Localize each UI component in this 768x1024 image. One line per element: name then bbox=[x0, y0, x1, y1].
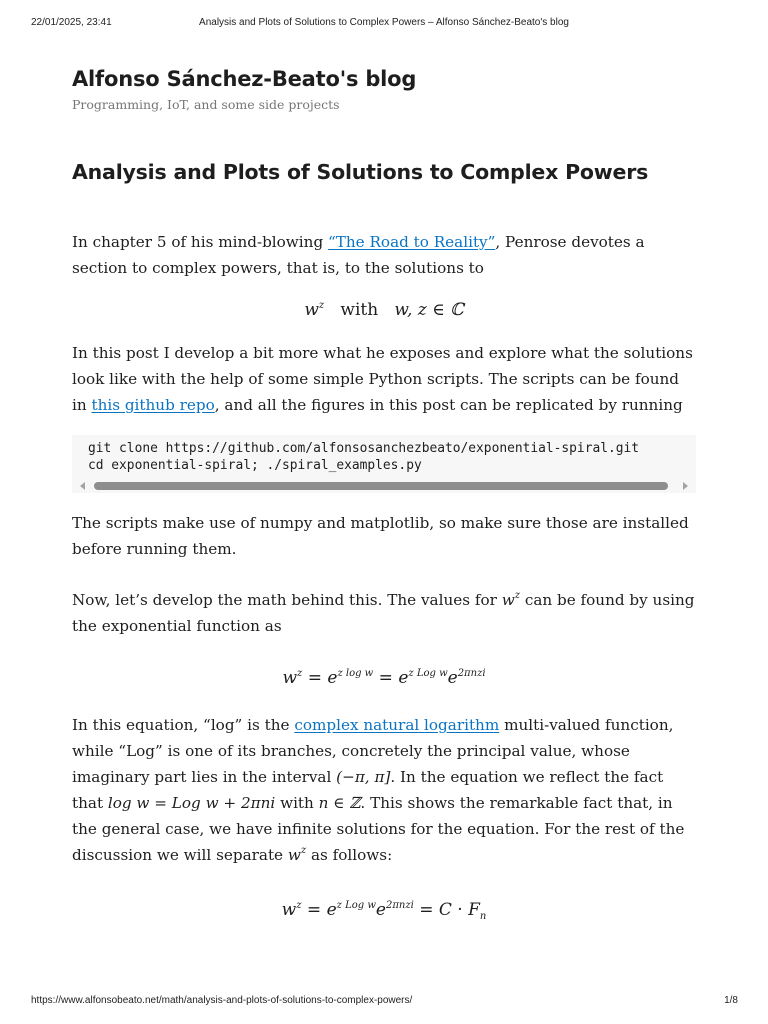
math-intro-after: can be found by using the exponential function as bbox=[72, 591, 695, 635]
eq3-rhs: C · F bbox=[438, 900, 480, 920]
github-repo-link[interactable]: this github repo bbox=[91, 396, 215, 414]
eq3-equals-1: = bbox=[301, 900, 327, 920]
equation-exponential bbox=[72, 659, 696, 697]
eq3-e2: e bbox=[375, 900, 386, 920]
interval-math: (−π, π] bbox=[336, 768, 391, 786]
log-text-6: as follows: bbox=[306, 846, 393, 864]
print-footer bbox=[0, 995, 768, 1009]
road-to-reality-link[interactable]: “The Road to Reality” bbox=[328, 233, 496, 251]
code-text bbox=[72, 435, 696, 474]
post-title: Analysis and Plots of Solutions to Complex Powers bbox=[72, 160, 649, 184]
eq3-w: w bbox=[281, 900, 297, 920]
paragraph-intro bbox=[72, 229, 696, 281]
eq2-w: w bbox=[282, 668, 298, 688]
scroll-right-arrow-icon[interactable] bbox=[683, 482, 688, 490]
site-title-link[interactable]: Alfonso Sánchez-Beato's blog bbox=[72, 67, 417, 91]
intro-text-after: , Penrose devotes a section to complex powers, that is, to the solutions to bbox=[72, 233, 645, 277]
eq2-e2: e bbox=[398, 668, 409, 688]
scroll-thumb[interactable] bbox=[94, 482, 668, 490]
eq2-e1: e bbox=[327, 668, 338, 688]
scroll-left-arrow-icon[interactable] bbox=[80, 482, 85, 490]
eq1-z: z bbox=[318, 300, 325, 311]
eq1-set: w, z ∈ ℂ bbox=[394, 300, 464, 320]
eq2-exp2: z Log w bbox=[408, 668, 448, 679]
log-text-2: multi-valued function, while “Log” is one of its branches, concretely the principal value, whose imaginary part lies in the interval bbox=[72, 716, 674, 786]
inline-w: w bbox=[501, 591, 515, 609]
code-horizontal-scrollbar[interactable] bbox=[72, 479, 696, 493]
paragraph-math-intro bbox=[72, 587, 696, 639]
paragraph-logarithm bbox=[72, 712, 696, 868]
inline-z-2: z bbox=[300, 845, 307, 856]
eq3-exp3: 2πnzi bbox=[385, 900, 414, 911]
eq2-exp1: z log w bbox=[337, 668, 374, 679]
intro-text-before: In chapter 5 of his mind-blowing bbox=[72, 233, 328, 251]
log-text-3: . In the equation we reflect the fact that bbox=[72, 768, 664, 812]
equation-separation bbox=[72, 890, 696, 930]
log-equation-inline: log w = Log w + 2πni bbox=[107, 794, 276, 812]
repo-text-after: , and all the figures in this post can be replicated by running bbox=[214, 396, 683, 414]
eq2-z: z bbox=[297, 668, 303, 679]
log-text-5: . This shows the remarkable fact that, in the general case, we have infinite solutions for the equation. For the rest of the discussion we will separate bbox=[72, 794, 685, 864]
eq3-sub-n: n bbox=[479, 911, 487, 922]
equation-complex-power bbox=[72, 293, 696, 327]
eq1-w: w bbox=[304, 300, 319, 320]
code-line-2: cd exponential-spiral; ./spiral_examples.py bbox=[88, 458, 422, 473]
print-page-number: 1/8 bbox=[724, 995, 738, 1006]
code-line-1: git clone https://github.com/alfonsosanchezbeato/exponential-spiral.git bbox=[88, 441, 640, 456]
eq3-equals-2: = bbox=[413, 900, 439, 920]
eq1-with: with bbox=[340, 300, 379, 320]
eq3-e1: e bbox=[326, 900, 337, 920]
print-page-title: Analysis and Plots of Solutions to Complex Powers – Alfonso Sánchez-Beato's blog bbox=[199, 17, 569, 28]
eq2-exp3: 2πnzi bbox=[457, 668, 486, 679]
eq3-exp2: z Log w bbox=[336, 900, 376, 911]
print-datetime: 22/01/2025, 23:41 bbox=[31, 17, 112, 28]
n-in-z-inline: n ∈ ℤ bbox=[318, 794, 361, 812]
log-text-1: In this equation, “log” is the bbox=[72, 716, 295, 734]
paragraph-repo bbox=[72, 340, 696, 418]
eq3-z: z bbox=[296, 900, 302, 911]
math-intro-before: Now, let’s develop the math behind this. The values for bbox=[72, 591, 502, 609]
repo-text-before: In this post I develop a bit more what he exposes and explore what the solutions look like with the help of some simple Python scripts. The scripts can be found in bbox=[72, 344, 693, 414]
complex-logarithm-link[interactable]: complex natural logarithm bbox=[294, 716, 500, 734]
article-content bbox=[72, 64, 696, 930]
log-text-4: with bbox=[275, 794, 319, 812]
inline-z: z bbox=[514, 590, 520, 601]
site-description: Programming, IoT, and some side projects bbox=[72, 97, 340, 112]
eq2-equals-1: = bbox=[302, 668, 328, 688]
inline-w-2: w bbox=[287, 846, 301, 864]
paragraph-requirements: The scripts make use of numpy and matplotlib, so make sure those are installed before running them. bbox=[72, 514, 689, 558]
print-header bbox=[0, 17, 768, 31]
eq2-e3: e bbox=[447, 668, 458, 688]
eq2-equals-2: = bbox=[373, 668, 399, 688]
code-block bbox=[72, 435, 696, 493]
print-url: https://www.alfonsobeato.net/math/analysis-and-plots-of-solutions-to-complex-powers/ bbox=[31, 995, 413, 1006]
